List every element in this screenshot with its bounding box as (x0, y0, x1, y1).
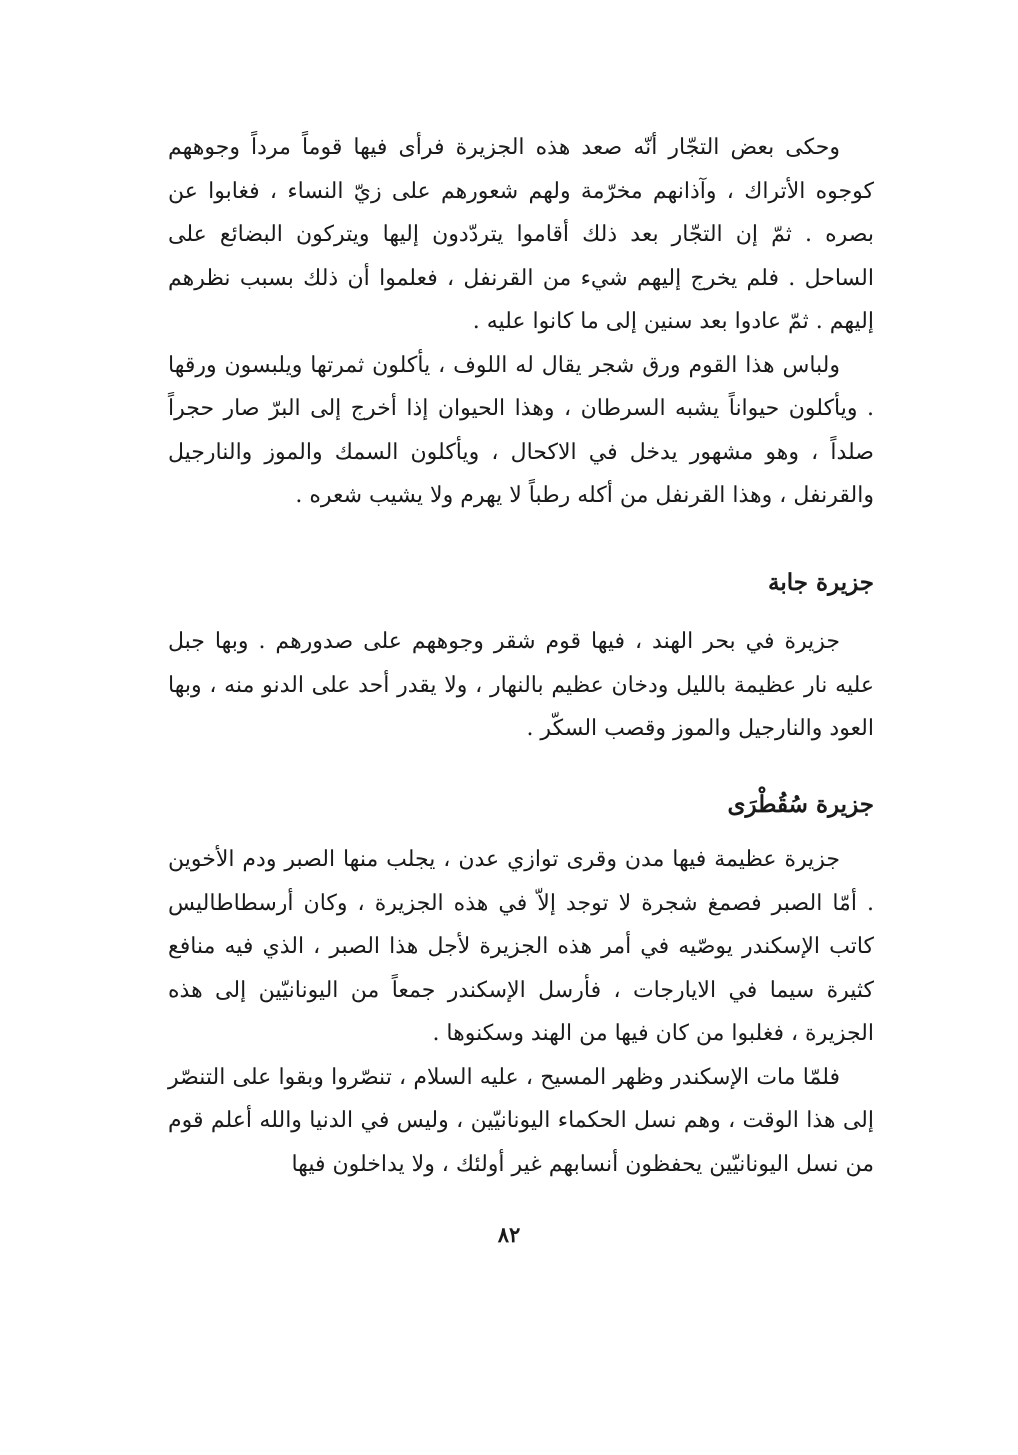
section-heading-jaba: جزيرة جابة (767, 569, 874, 596)
paragraph: ولباس هذا القوم ورق شجر يقال له اللوف ، يأكلون ثمرتها ويلبسون ورقها . ويأكلون حيواناً يشبه السرطان ، وهذا الحيوان إذا أخرج إلى البرّ صار حجراً صلداً ، وهو مشهور يدخل في الاكحال ، ويأكلون السمك والموز والنارجيل والقرنفل ، وهذا القرنفل من أكله رطباً لا يهرم ولا يشيب شعره . (168, 352, 874, 508)
section-heading-socotra: جزيرة سُقُطْرَى (727, 791, 874, 818)
paragraph: جزيرة في بحر الهند ، فيها قوم شقر وجوههم على صدورهم . وبها جبل عليه نار عظيمة بالليل ودخان عظيم بالنهار ، ولا يقدر أحد على الدنو منه ، وبها العود والنارجيل والموز وقصب السكّر . (168, 629, 874, 741)
paragraph: فلمّا مات الإسكندر وظهر المسيح ، عليه السلام ، تنصّروا وبقوا على التنصّر إلى هذا الوقت ، وهم نسل الحكماء اليونانيّين ، وليس في الدنيا والله أعلم قوم من نسل اليونانيّين يحفظون أنسابهم غير أولئك ، ولا يداخلون فيها (168, 1064, 874, 1177)
paragraph: وحكى بعض التجّار أنّه صعد هذه الجزيرة فرأى فيها قوماً مرداً وجوههم كوجوه الأتراك ، وآذانهم مخرّمة ولهم شعورهم على زيّ النساء ، فغابوا عن بصره . ثمّ إن التجّار بعد ذلك أقاموا يتردّدون إليها ويتركون البضائع على الساحل . فلم يخرج إليهم شيء من القرنفل ، فعلموا أن ذلك بسبب نظرهم إليهم . ثمّ عادوا بعد سنين إلى ما كانوا عليه . (168, 135, 874, 334)
section-socotra (168, 838, 874, 1186)
paragraph: جزيرة عظيمة فيها مدن وقرى توازي عدن ، يجلب منها الصبر ودم الأخوين . أمّا الصبر فصمغ شجرة لا توجد إلاّ في هذه الجزيرة ، وكان أرسطاطاليس كاتب الإسكندر يوصّيه في أمر هذه الجزيرة لأجل هذا الصبر ، الذي فيه منافع كثيرة سيما في الايارجات ، فأرسل الإسكندر جمعاً من اليونانيّين إلى هذه الجزيرة ، فغلبوا من كان فيها من الهند وسكنوها . (168, 847, 874, 1046)
section-jaba (168, 620, 874, 751)
page-number: ٨٢ (497, 1222, 521, 1247)
section-intro (168, 126, 874, 518)
